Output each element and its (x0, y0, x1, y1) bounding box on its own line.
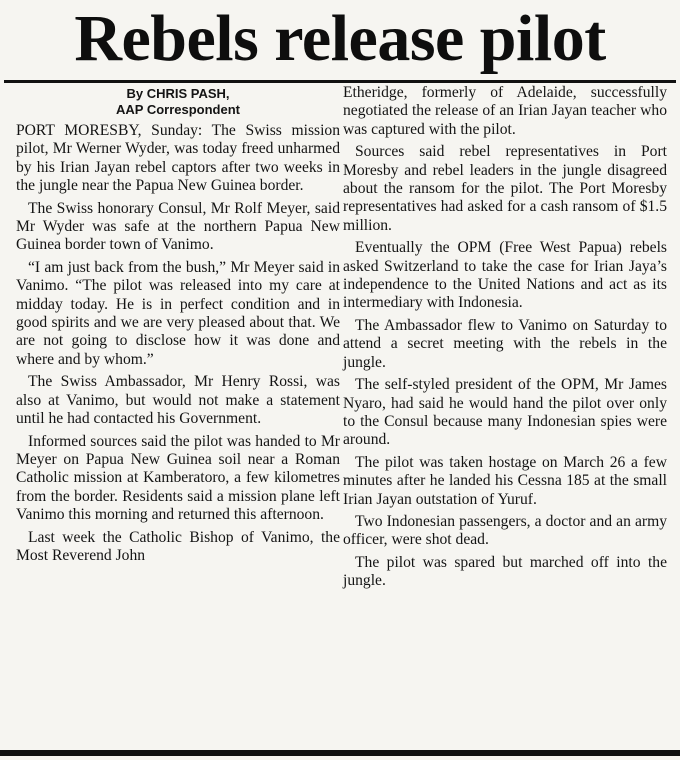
paragraph: Informed sources said the pilot was handed to Mr Meyer on Papua New Guinea soil near a Roman Catholic mission at Kamberatoro, a few kilometres from the border. Residents said a mission plane left Vanimo this morning and returned this afternoon. (16, 432, 340, 524)
paragraph: The Swiss honorary Consul, Mr Rolf Meyer, said Mr Wyder was safe at the northern Papua New Guinea border town of Vanimo. (16, 199, 340, 254)
byline-name: By CHRIS PASH, (126, 86, 230, 101)
paragraph: The pilot was spared but marched off into the jungle. (343, 553, 667, 590)
bottom-rule (0, 750, 680, 756)
paragraph: Eventually the OPM (Free West Papua) rebels asked Switzerland to take the case for Irian Jaya’s independence to the United Nations and act as its intermediary with Indonesia. (343, 239, 667, 312)
byline-role: AAP Correspondent (116, 102, 240, 117)
paragraph: Sources said rebel representatives in Port Moresby and rebel leaders in the jungle disagreed about the ransom for the pilot. The Port Moresby representatives had asked for a cash ransom of $1.5 million. (343, 143, 667, 234)
column-left (16, 86, 340, 569)
headline: Rebels release pilot (74, 2, 606, 75)
paragraph: Two Indonesian passengers, a doctor and an army officer, were shot dead. (343, 512, 667, 549)
byline (16, 86, 340, 118)
paragraph: The self-styled president of the OPM, Mr James Nyaro, had said he would hand the pilot over only to the Consul because many Indonesian spies were around. (343, 376, 667, 449)
paragraph (16, 122, 340, 196)
paragraph: The Swiss Ambassador, Mr Henry Rossi, was also at Vanimo, but would not make a statement until he had contacted his Government. (16, 373, 340, 428)
paragraph: The pilot was taken hostage on March 26 a few minutes after he landed his Cessna 185 at the small Irian Jayan outstation of Yuruf. (343, 453, 667, 508)
paragraph: “I am just back from the bush,” Mr Meyer said in Vanimo. “The pilot was released into my care at midday today. He is in perfect condition and in good spirits and we are very pleased about that. We are not going to disclose how it was done and where and by whom.” (16, 258, 340, 368)
dateline: PORT MORESBY, Sunday: (16, 122, 203, 139)
headline-rule (4, 80, 676, 83)
column-right (343, 84, 667, 595)
paragraph: The Ambassador flew to Vanimo on Saturday to attend a secret meeting with the rebels in the jungle. (343, 316, 667, 371)
paragraph: Etheridge, formerly of Adelaide, successfully negotiated the release of an Irian Jayan teacher who was captured with the pilot. (343, 84, 667, 138)
paragraph: Last week the Catholic Bishop of Vanimo, the Most Reverend John (16, 528, 340, 564)
paragraph-text: The Swiss mission pilot, Mr Werner Wyder, was today freed unharmed by his Irian Jayan rebel captors after two weeks in the jungle near the Papua New Guinea border. (16, 122, 341, 195)
